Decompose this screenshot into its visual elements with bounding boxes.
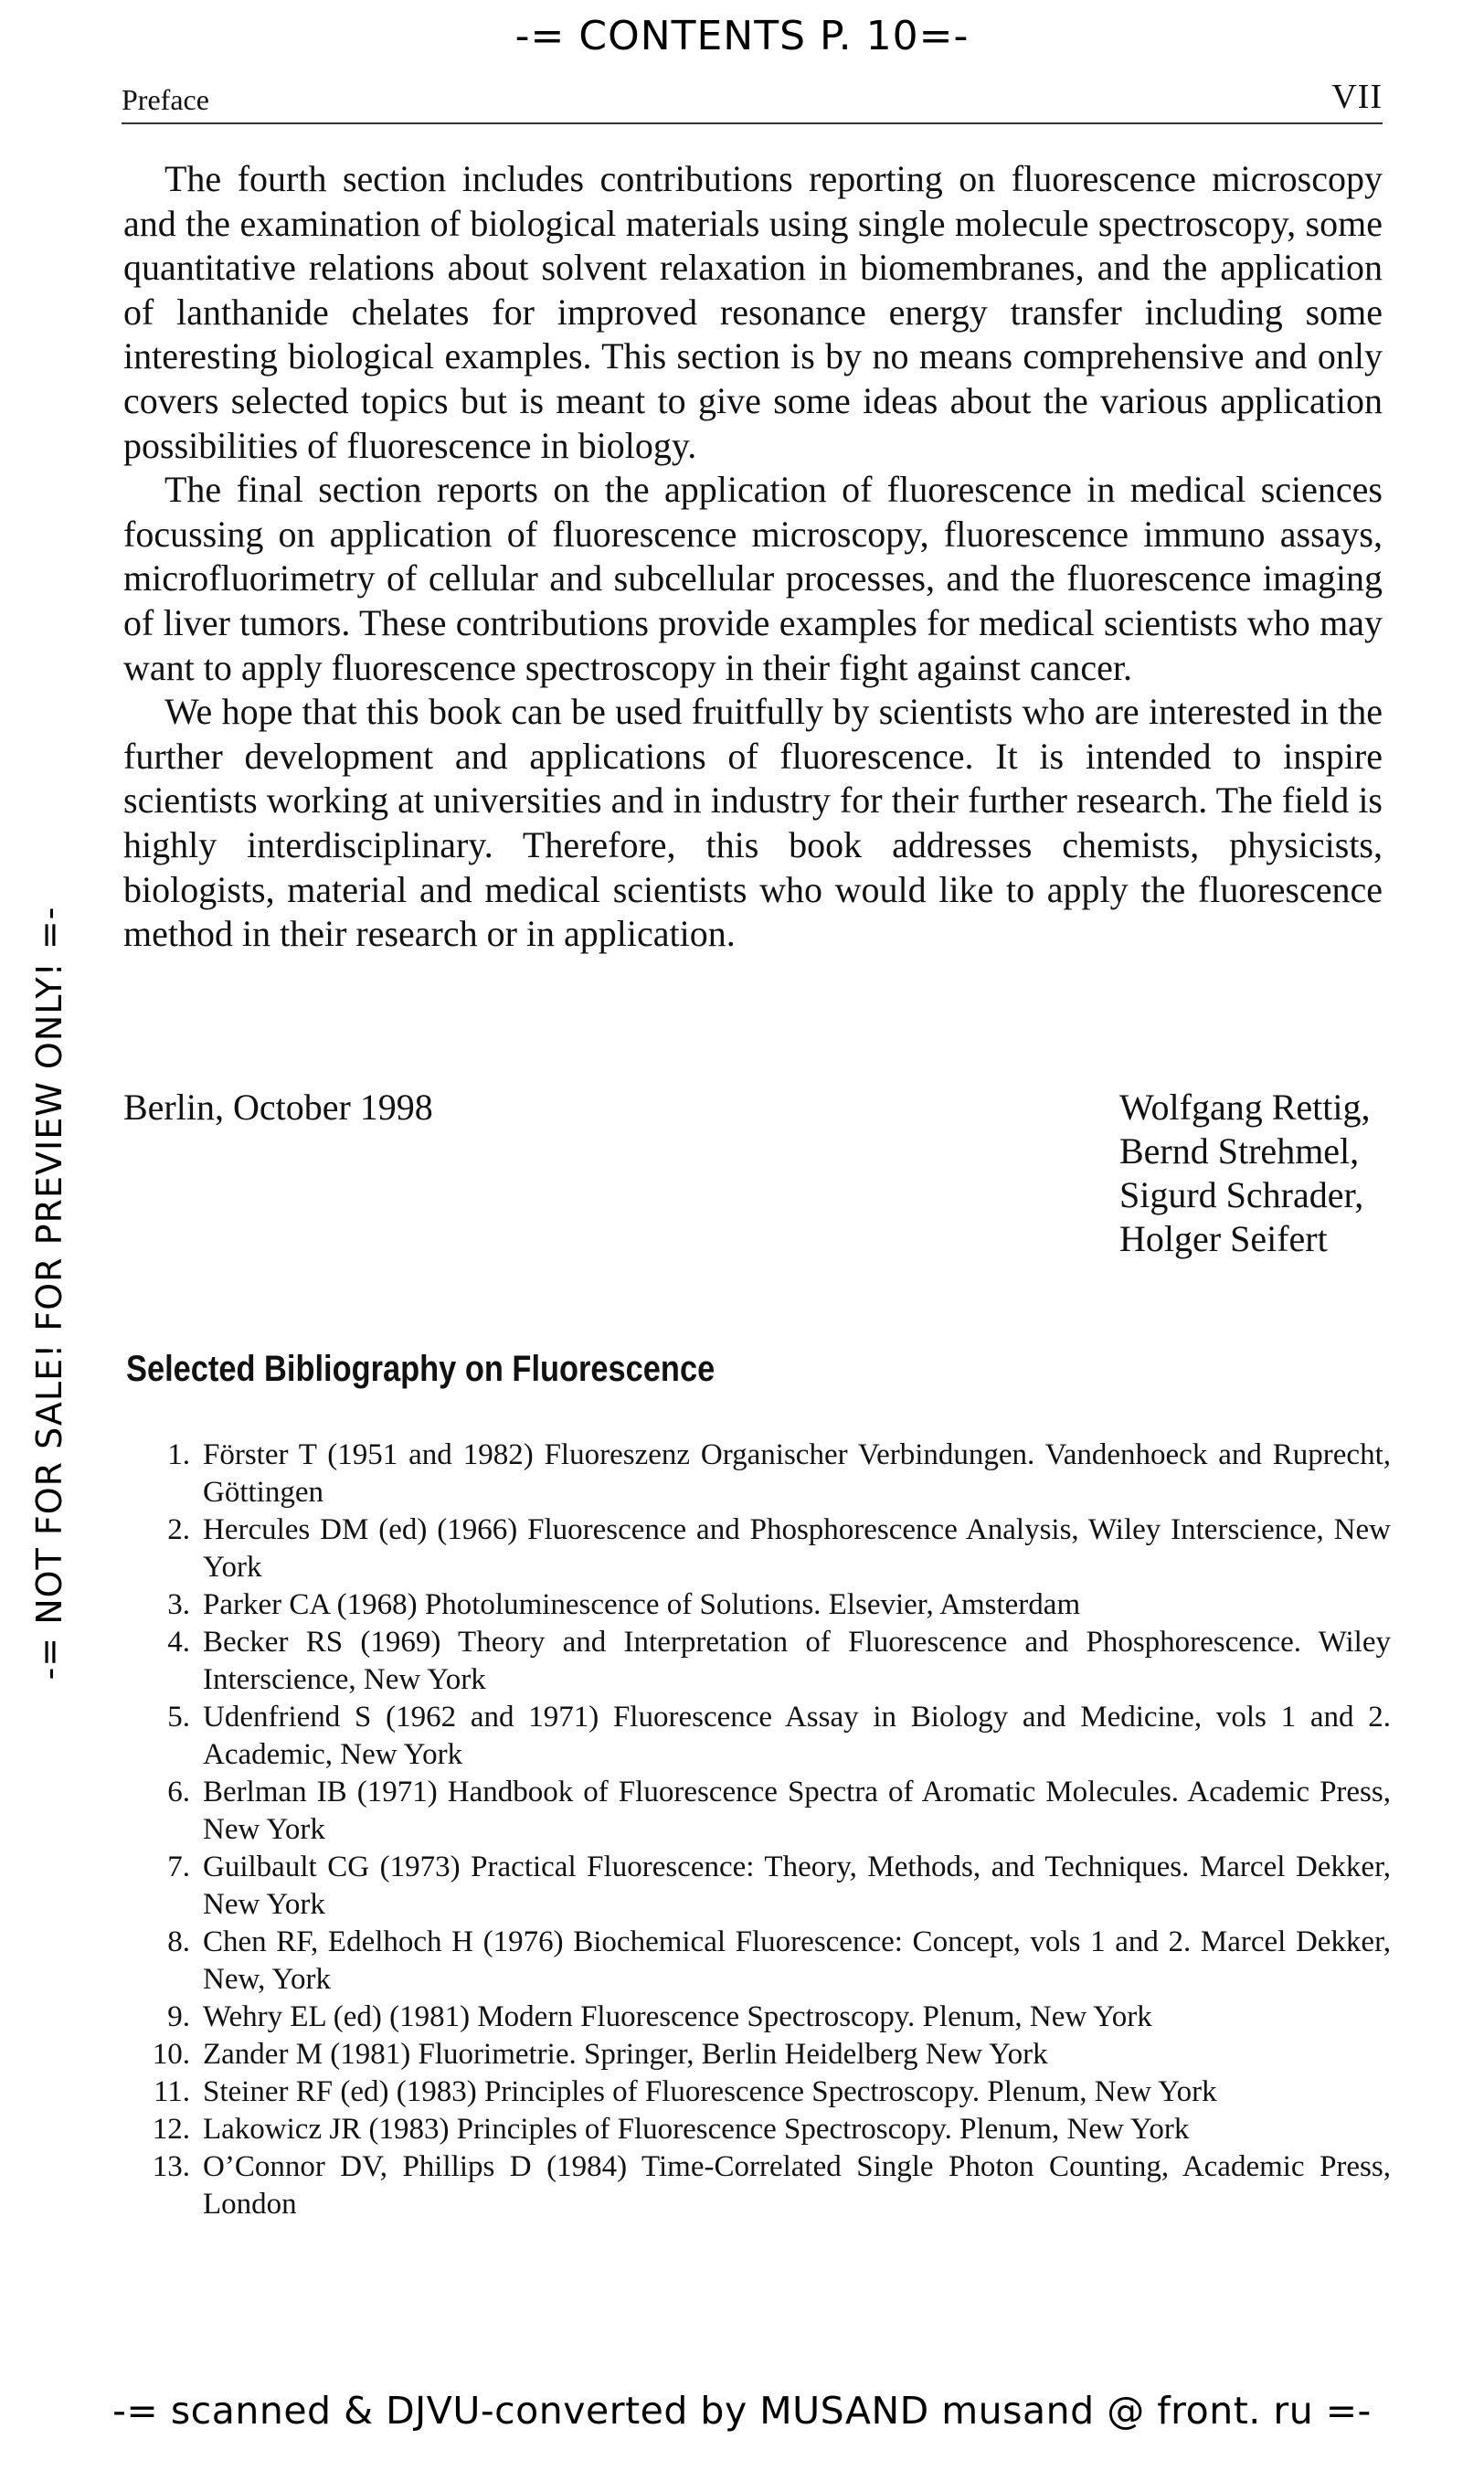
bibliography-entry — [137, 2036, 1391, 2073]
entry-text: Udenfriend S (1962 and 1971) Fluorescence Assay in Biology and Medicine, vols 1 and 2. Academic, New York — [203, 1701, 1391, 1771]
bibliography-entry — [137, 1699, 1391, 1774]
entry-number: 7. — [167, 1851, 190, 1883]
running-head-section: Preface — [122, 83, 209, 116]
entry-number: 4. — [167, 1626, 190, 1659]
entry-text: Zander M (1981) Fluorimetrie. Springer, Berlin Heidelberg New York — [203, 2038, 1048, 2071]
bibliography-entry — [137, 1774, 1391, 1849]
entry-text: Steiner RF (ed) (1983) Principles of Fluorescence Spectroscopy. Plenum, New York — [203, 2075, 1217, 2108]
bibliography-list — [137, 1437, 1391, 2223]
paragraph: The fourth section includes contributions reporting on fluorescence microscopy and the examination of biological materials using single molecule spectroscopy, some quantitative relations about solvent relaxation in biomembranes, and the application of lanthanide chelates for improved resonance energy transfer including some interesting biological examples. This section is by no means comprehensive and only covers selected topics but is meant to give some ideas about the various application possibilities of fluorescence in biology. — [123, 158, 1383, 466]
paragraph: We hope that this book can be used fruitfully by scientists who are interested in the further development and applications of fluorescence. It is intended to inspire scientists working at universities and in industry for their further research. The field is highly interdisciplinary. Therefore, this book addresses chemists, physicists, biologists, material and medical scientists who would like to apply the fluorescence method in their research or in application. — [123, 691, 1383, 955]
entry-text: Parker CA (1968) Photoluminescence of Solutions. Elsevier, Amsterdam — [203, 1588, 1081, 1621]
editor-name: Wolfgang Rettig, — [1119, 1087, 1371, 1128]
bibliography-heading: Selected Bibliography on Fluorescence — [126, 1349, 716, 1389]
entry-number: 9. — [167, 2000, 190, 2033]
bibliography-entry — [137, 1437, 1391, 1511]
entry-text: O’Connor DV, Phillips D (1984) Time-Correlated Single Photon Counting, Academic Press, London — [203, 2150, 1391, 2221]
bibliography-entry — [137, 1511, 1391, 1586]
entry-number: 1. — [167, 1438, 190, 1471]
entry-text: Becker RS (1969) Theory and Interpretation of Fluorescence and Phosphorescence. Wiley Interscience, New York — [203, 1626, 1391, 1696]
page-number: VII — [1331, 78, 1383, 116]
entry-text: Chen RF, Edelhoch H (1976) Biochemical Fluorescence: Concept, vols 1 and 2. Marcel Dekker, New, York — [203, 1925, 1391, 1996]
footer-watermark-banner: -= scanned & DJVU-converted by MUSAND musand @ front. ru =- — [112, 2389, 1372, 2433]
paragraph: The final section reports on the application of fluorescence in medical sciences focussing on application of fluorescence microscopy, fluorescence immuno assays, microfluorimetry of cellular and subcellular processes, and the fluorescence imaging of liver tumors. These contributions provide examples for medical scientists who may want to apply fluorescence spectroscopy in their fight against cancer. — [123, 469, 1383, 688]
entry-text: Lakowicz JR (1983) Principles of Fluorescence Spectroscopy. Plenum, New York — [203, 2113, 1190, 2146]
entry-number: 12. — [152, 2113, 190, 2146]
preface-body — [123, 157, 1383, 957]
bibliography-entry — [137, 1849, 1391, 1924]
bibliography-entry — [137, 1586, 1391, 1624]
editor-name: Holger Seifert — [1119, 1218, 1328, 1259]
editor-name: Bernd Strehmel, — [1119, 1130, 1360, 1172]
bibliography-entry — [137, 2111, 1391, 2148]
top-watermark-banner: -= CONTENTS P. 10=- — [514, 13, 970, 59]
bibliography-entry — [137, 2148, 1391, 2223]
entry-number: 2. — [167, 1513, 190, 1546]
entry-number: 13. — [152, 2150, 190, 2183]
entry-number: 5. — [167, 1701, 190, 1734]
entry-number: 8. — [167, 1925, 190, 1958]
side-watermark-banner: -= NOT FOR SALE! FOR PREVIEW ONLY! =- — [29, 906, 69, 1681]
entry-number: 6. — [167, 1776, 190, 1808]
running-head — [122, 75, 1383, 124]
entry-text: Guilbault CG (1973) Practical Fluorescence: Theory, Methods, and Techniques. Marcel Dekker, New York — [203, 1851, 1391, 1921]
bibliography-entry — [137, 1924, 1391, 1999]
editor-list — [1119, 1086, 1371, 1261]
entry-text: Hercules DM (ed) (1966) Fluorescence and Phosphorescence Analysis, Wiley Interscience, New York — [203, 1513, 1391, 1584]
entry-number: 3. — [167, 1588, 190, 1621]
entry-number: 11. — [153, 2075, 190, 2108]
bibliography-entry — [137, 1999, 1391, 2036]
bibliography-entry — [137, 2073, 1391, 2111]
place-date: Berlin, October 1998 — [123, 1087, 433, 1128]
entry-text: Förster T (1951 and 1982) Fluoreszenz Organischer Verbindungen. Vandenhoeck and Ruprecht, Göttingen — [203, 1438, 1391, 1509]
entry-number: 10. — [152, 2038, 190, 2071]
editor-name: Sigurd Schrader, — [1119, 1174, 1364, 1215]
entry-text: Berlman IB (1971) Handbook of Fluorescence Spectra of Aromatic Molecules. Academic Press, New York — [203, 1776, 1391, 1846]
entry-text: Wehry EL (ed) (1981) Modern Fluorescence Spectroscopy. Plenum, New York — [203, 2000, 1152, 2033]
bibliography-entry — [137, 1624, 1391, 1699]
